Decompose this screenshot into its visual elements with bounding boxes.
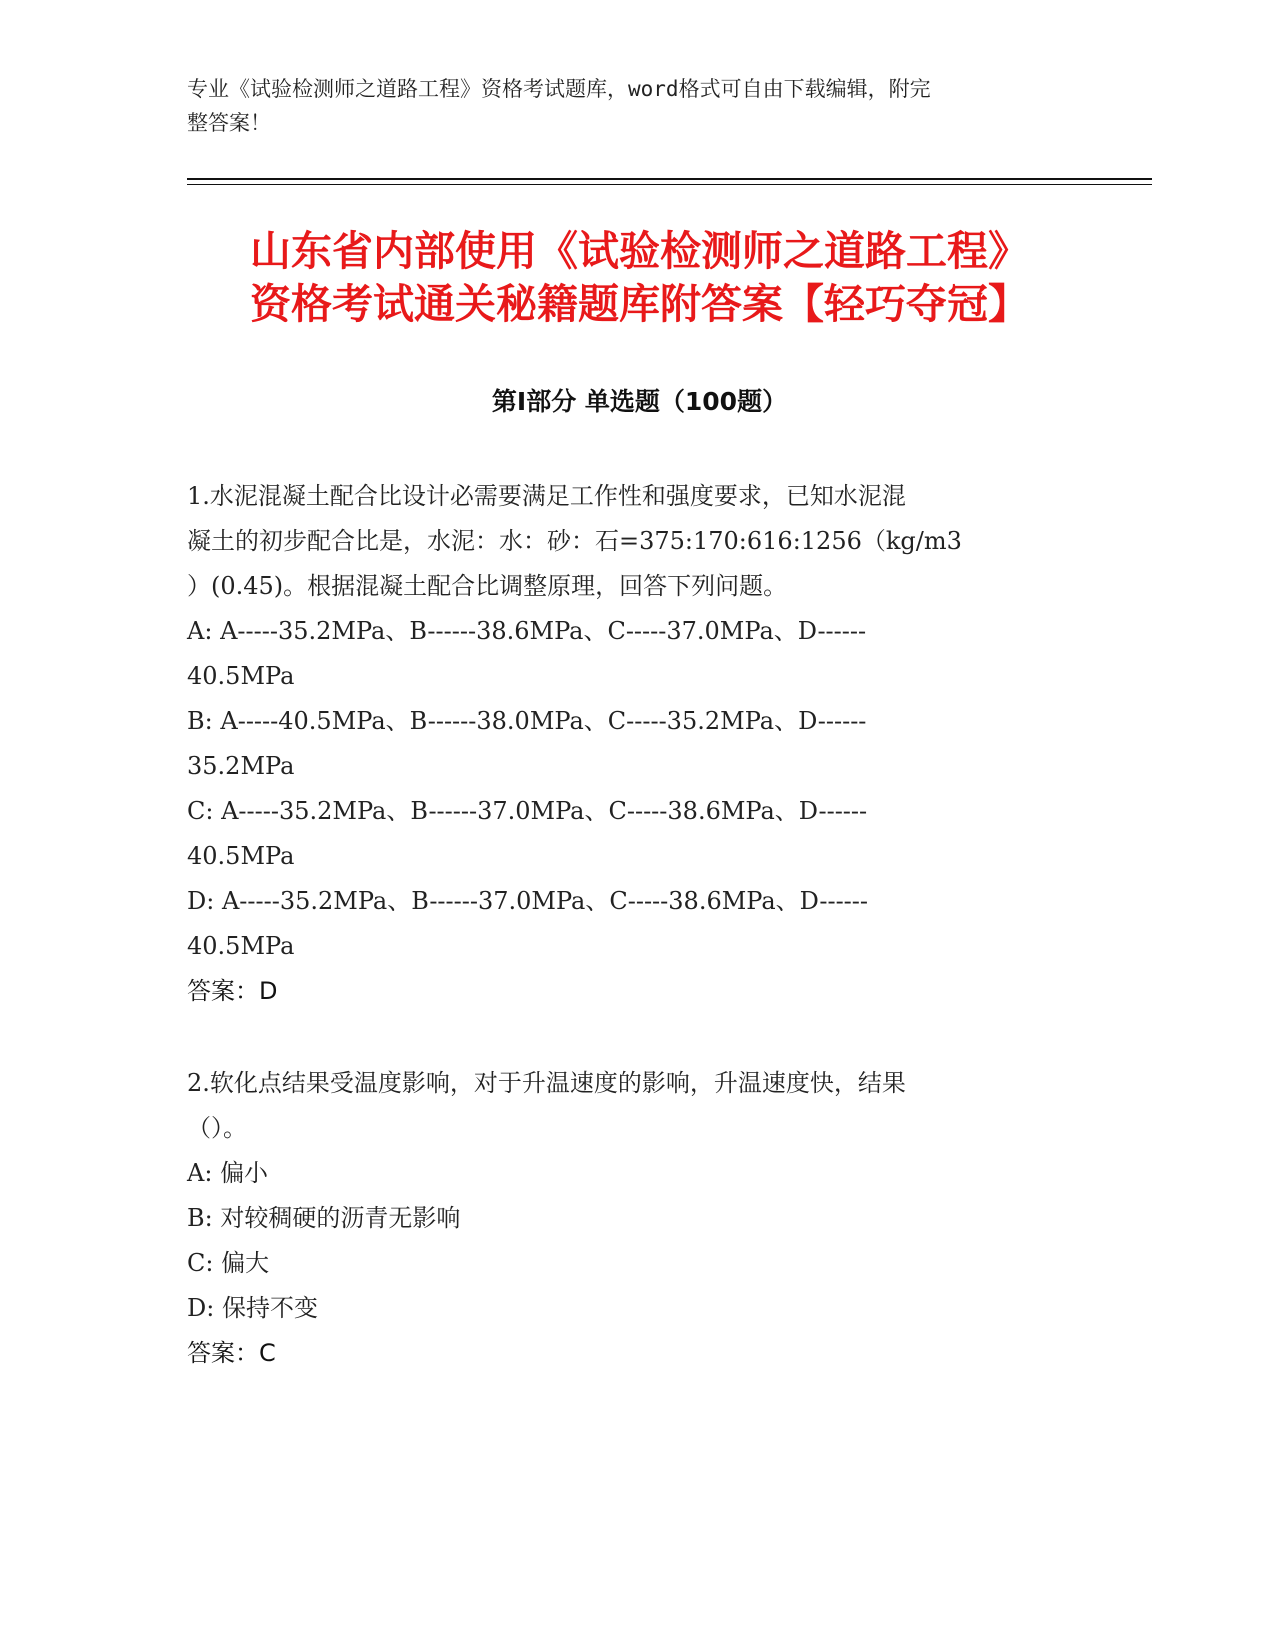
option-text-continued: 40.5MPa bbox=[187, 662, 295, 690]
section-title: 第Ⅰ部分 单选题（100题） bbox=[491, 387, 788, 416]
option-text: A-----40.5MPa、B------38.0MPa、C-----35.2MPa、D------ bbox=[220, 707, 867, 735]
option-letter: A: bbox=[187, 1159, 213, 1187]
option-letter: B: bbox=[187, 1204, 213, 1232]
header-divider-thick bbox=[187, 178, 1152, 180]
option-b bbox=[187, 699, 1067, 789]
option-text: A-----35.2MPa、B------37.0MPa、C-----38.6MPa、D------ bbox=[221, 797, 868, 825]
header-note-line-1: 专业《试验检测师之道路工程》资格考试题库，word格式可自由下载编辑，附完 bbox=[187, 77, 931, 101]
option-letter: D: bbox=[187, 887, 215, 915]
option-b bbox=[187, 1196, 1067, 1241]
header-note bbox=[187, 72, 1067, 140]
option-text-continued: 40.5MPa bbox=[187, 842, 295, 870]
option-letter: C: bbox=[187, 797, 214, 825]
option-c bbox=[187, 789, 1067, 879]
option-text-continued: 35.2MPa bbox=[187, 752, 295, 780]
option-text: A-----35.2MPa、B------37.0MPa、C-----38.6MPa、D------ bbox=[221, 887, 869, 915]
option-text: 偏小 bbox=[220, 1159, 269, 1187]
option-a bbox=[187, 609, 1067, 699]
header-divider-thin bbox=[187, 184, 1152, 185]
question-1 bbox=[187, 474, 1067, 1014]
option-letter: B: bbox=[187, 707, 213, 735]
option-text-continued: 40.5MPa bbox=[187, 932, 295, 960]
option-d bbox=[187, 1286, 1067, 1331]
option-text: 对较稠硬的沥青无影响 bbox=[220, 1204, 461, 1232]
option-letter: A: bbox=[187, 617, 213, 645]
option-letter: C: bbox=[187, 1249, 214, 1277]
header-note-line-2: 整答案！ bbox=[187, 111, 271, 135]
question-stem-line: 2.软化点结果受温度影响，对于升温速度的影响，升温速度快，结果 bbox=[187, 1069, 906, 1097]
question-stem-line: （）。 bbox=[187, 1114, 247, 1142]
option-a bbox=[187, 1151, 1067, 1196]
document-title bbox=[187, 225, 1092, 331]
question-stem-line: ）(0.45)。根据混凝土配合比调整原理，回答下列问题。 bbox=[187, 572, 788, 600]
question-stem-line: 1.水泥混凝土配合比设计必需要满足工作性和强度要求，已知水泥混 bbox=[187, 482, 906, 510]
option-text: A-----35.2MPa、B------38.6MPa、C-----37.0MPa、D------ bbox=[220, 617, 867, 645]
option-c bbox=[187, 1241, 1067, 1286]
question-2 bbox=[187, 1061, 1067, 1376]
option-text: 偏大 bbox=[221, 1249, 270, 1277]
document-title-line-2: 资格考试通关秘籍题库附答案【轻巧夺冠】 bbox=[250, 280, 1029, 328]
question-stem-line: 凝土的初步配合比是，水泥：水：砂：石=375:170:616:1256（kg/m3 bbox=[187, 527, 962, 555]
option-letter: D: bbox=[187, 1294, 215, 1322]
document-title-line-1: 山东省内部使用《试验检测师之道路工程》 bbox=[250, 227, 1029, 275]
answer-label: 答案：C bbox=[187, 1339, 276, 1367]
option-text: 保持不变 bbox=[221, 1294, 318, 1322]
answer-label: 答案：D bbox=[187, 977, 278, 1005]
option-d bbox=[187, 879, 1067, 969]
